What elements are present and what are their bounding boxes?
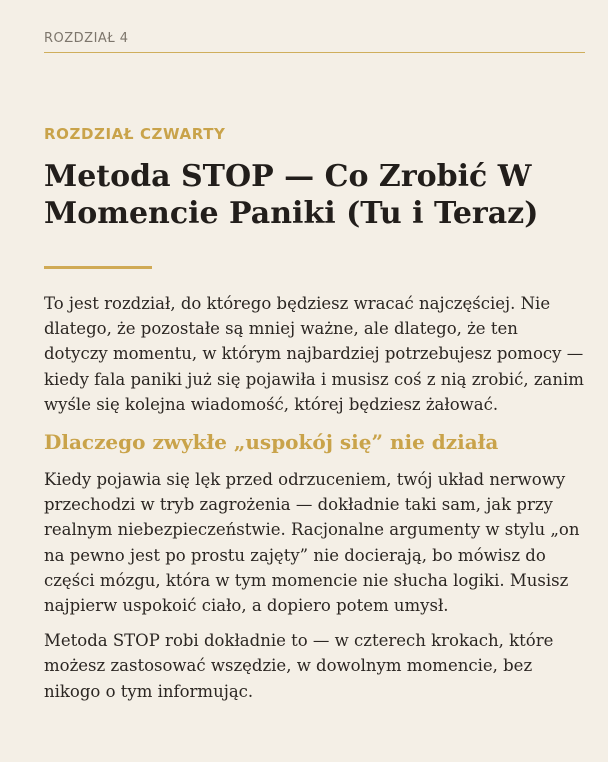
chapter-body bbox=[44, 291, 584, 714]
intro-paragraph: To jest rozdział, do którego będziesz wracać najczęściej. Nie dlatego, że pozostałe są mniej ważne, ale dlatego, że ten dotyczy momentu, w którym najbardziej potrzebujesz pomocy — kiedy fala paniki już się pojawiła i musisz coś z nią zrobić, zanim wyśle się kolejna wiadomość, której będziesz żałować. bbox=[44, 294, 584, 414]
body-paragraph-1: Kiedy pojawia się lęk przed odrzuceniem, twój układ nerwowy przechodzi w tryb zagrożenia — dokładnie taki sam, jak przy realnym niebezpieczeństwie. Racjonalne argumenty w stylu „on na pewno jest po prostu zajęty” nie docierają, bo mówisz do części mózgu, która w tym momencie nie słucha logiki. Musisz najpierw uspokoić ciało, a dopiero potem umysł. bbox=[44, 470, 580, 616]
body-paragraph-2: Metoda STOP robi dokładnie to — w czterech krokach, które możesz zastosować wszędzie, w dowolnym momencie, bez nikogo o tym informując. bbox=[44, 631, 554, 701]
chapter-title: Metoda STOP — Co Zrobić W Momencie Paniki (Tu i Teraz) bbox=[44, 159, 539, 231]
title-divider bbox=[44, 266, 152, 269]
header-divider bbox=[44, 52, 585, 53]
running-header: ROZDZIAŁ 4 bbox=[44, 31, 129, 46]
section-heading: Dlaczego zwykłe „uspokój się” nie działa bbox=[44, 430, 499, 455]
chapter-kicker: ROZDZIAŁ CZWARTY bbox=[44, 125, 226, 143]
